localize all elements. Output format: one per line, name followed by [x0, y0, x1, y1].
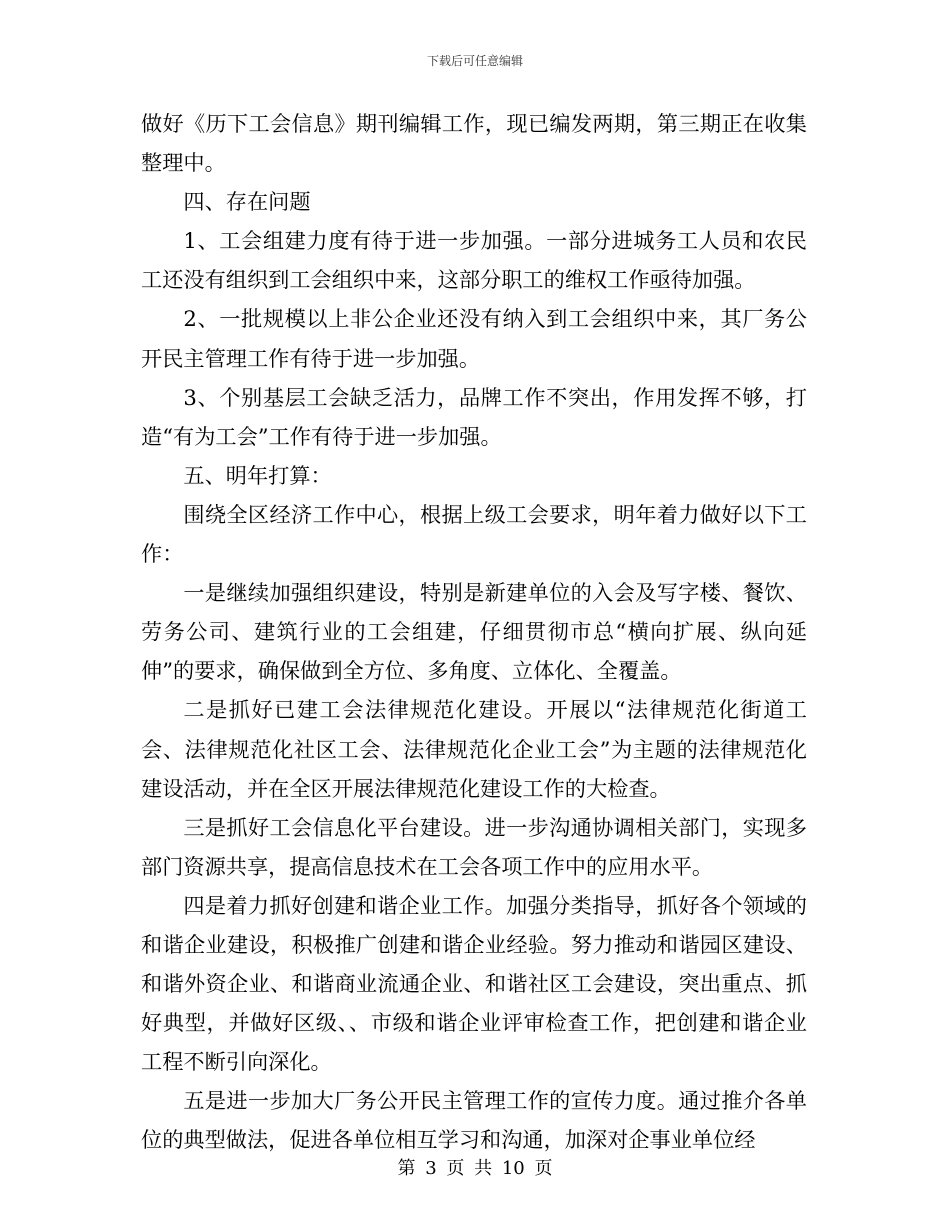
paragraph-plan-4: 四是着力抓好创建和谐企业工作。加强分类指导，抓好各个领域的和谐企业建设，积极推广创建和谐企业经验。努力推动和谐园区建设、和谐外资企业、和谐商业流通企业、和谐社区工会建设，突出重点、抓好典型，并做好区级、、市级和谐企业评审检查工作，把创建和谐企业工程不断引向深化。: [141, 892, 807, 1075]
page-number-footer: 第 3 页 共 10 页: [397, 1158, 553, 1179]
paragraph-problem-2: 2、一批规模以上非公企业还没有纳入到工会组织中来，其厂务公开民主管理工作有待于进一步加强。: [141, 306, 807, 371]
paragraph-problem-1: 1、工会组建力度有待于进一步加强。一部分进城务工人员和农民工还没有组织到工会组织中来，这部分职工的维权工作亟待加强。: [141, 228, 807, 293]
section-heading-problems: 四、存在问题: [183, 189, 311, 215]
paragraph-plan-5: 五是进一步加大厂务公开民主管理工作的宣传力度。通过推介各单位的典型做法，促进各单位相互学习和沟通，加深对企事业单位经: [141, 1088, 807, 1153]
section-heading-next-year: 五、明年打算：: [183, 462, 332, 488]
paragraph-plan-2: 二是抓好已建工会法律规范化建设。开展以“法律规范化街道工会、法律规范化社区工会、法律规范化企业工会”为主题的法律规范化建设活动，并在全区开展法律规范化建设工作的大检查。: [141, 697, 807, 801]
document-body: [141, 104, 807, 1160]
paragraph-plan-3: 三是抓好工会信息化平台建设。进一步沟通协调相关部门，实现多部门资源共享，提高信息技术在工会各项工作中的应用水平。: [141, 814, 807, 879]
paragraph-plan-1: 一是继续加强组织建设，特别是新建单位的入会及写字楼、餐饮、劳务公司、建筑行业的工会组建，仔细贯彻市总“横向扩展、纵向延伸”的要求，确保做到全方位、多角度、立体化、全覆盖。: [141, 580, 807, 684]
paragraph-0: 做好《历下工会信息》期刊编辑工作，现已编发两期，第三期正在收集整理中。: [141, 111, 807, 176]
page-header-note: 下载后可任意编辑: [426, 54, 523, 68]
paragraph-next-year-intro: 围绕全区经济工作中心，根据上级工会要求，明年着力做好以下工作：: [141, 501, 807, 567]
paragraph-problem-3: 3、个别基层工会缺乏活力，品牌工作不突出，作用发挥不够，打造“有为工会”工作有待于进一步加强。: [141, 384, 807, 449]
